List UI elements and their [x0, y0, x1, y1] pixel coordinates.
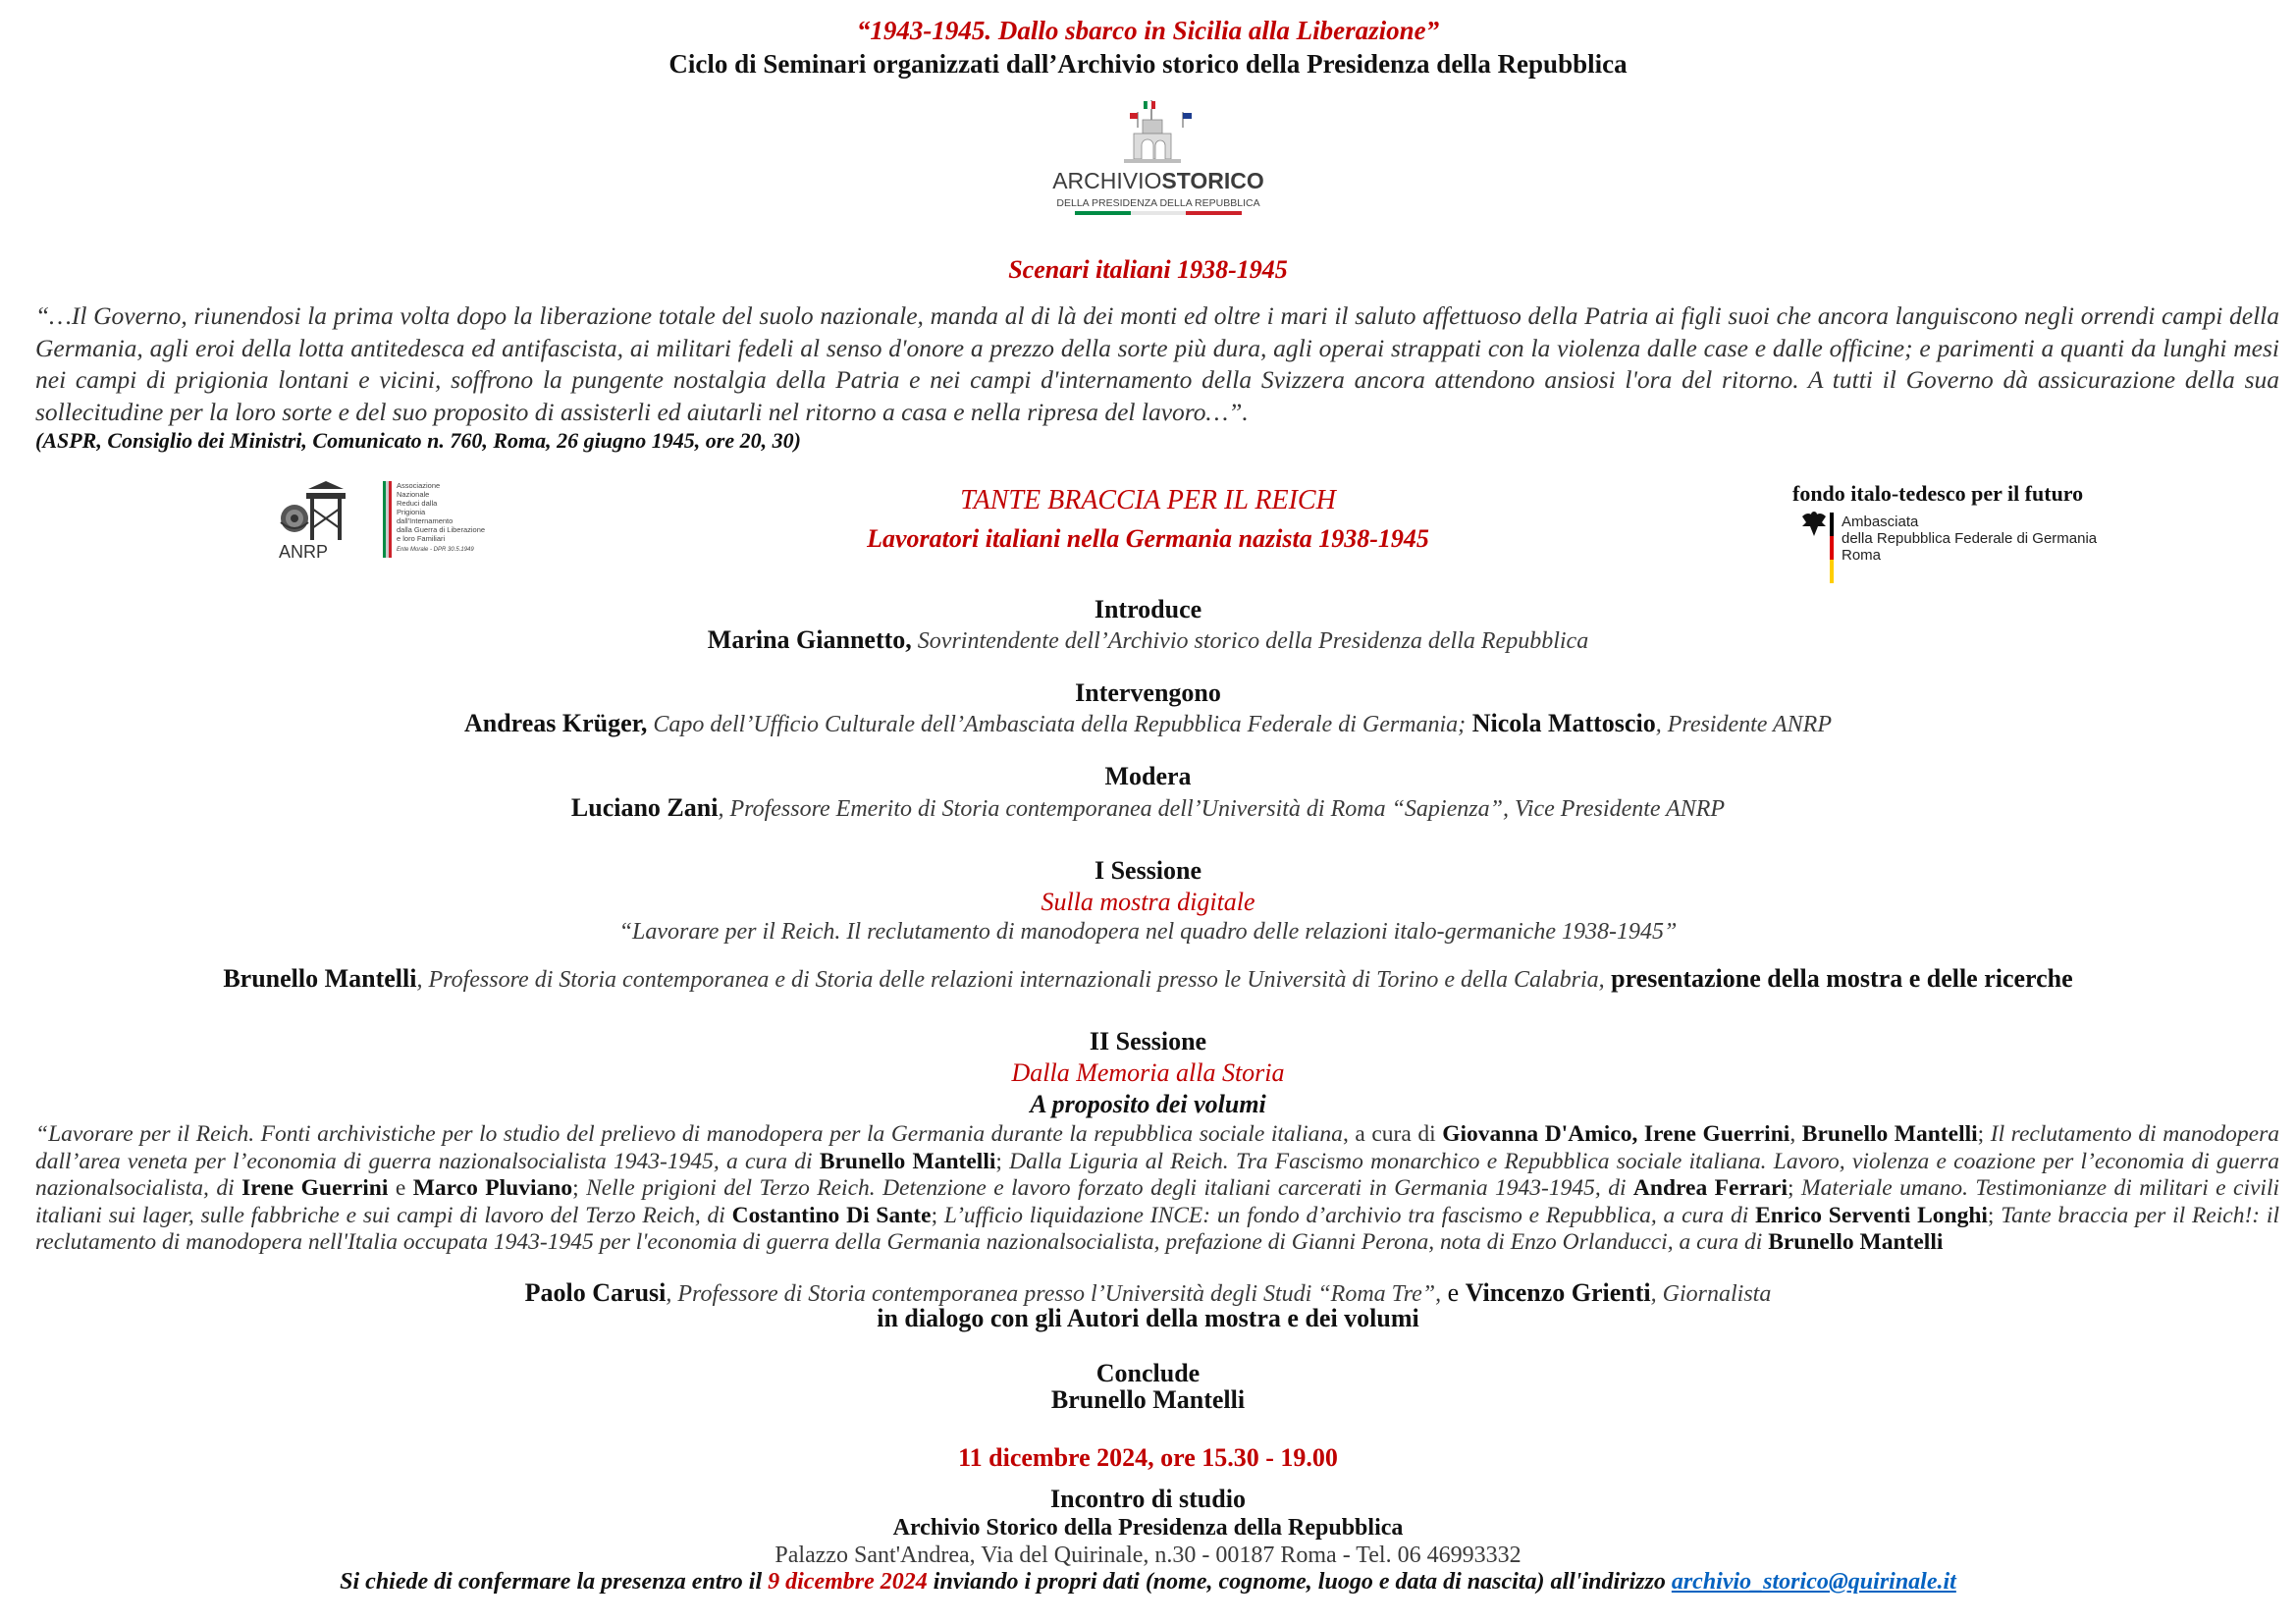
svg-text:fondo italo-tedesco per il fut: fondo italo-tedesco per il futuro: [1792, 481, 2084, 506]
speaker-mattoscio-name: Nicola Mattoscio: [1466, 709, 1656, 737]
volume-connector: ;: [1977, 1121, 1991, 1147]
volume-author: Enrico Serventi Longhi: [1755, 1202, 1988, 1228]
eagle-icon: [1802, 512, 1826, 536]
modera-label: Modera: [1104, 762, 1192, 790]
event-subtitle: Lavoratori italiani nella Germania nazista 1938-1945: [867, 524, 1429, 553]
rsvp-text-b: inviando i propri dati (nome, cognome, luogo e data di nascita) all'indirizzo: [927, 1569, 1672, 1595]
volume-title: “Lavorare per il Reich. Fonti archivistiche per lo studio del prelievo di manodopera per la Germania durante la repubblica sociale italiana: [35, 1121, 1343, 1147]
german-embassy-emblem: [1787, 477, 2140, 595]
carusi-name: Paolo Carusi: [524, 1278, 667, 1307]
svg-text:Ente Morale - DPR 30.5.1949: Ente Morale - DPR 30.5.1949: [397, 547, 474, 553]
quote-source: (ASPR, Consiglio dei Ministri, Comunicato n. 760, Roma, 26 giugno 1945, ore 20, 30): [35, 428, 801, 453]
volume-connector: ;: [1788, 1175, 1802, 1201]
scenari-title: Scenari italiani 1938-1945: [1008, 255, 1288, 284]
footer-venue: Archivio Storico della Presidenza della Repubblica: [892, 1515, 1404, 1541]
grienti-role: , Giornalista: [1650, 1281, 1772, 1307]
session2-subtitle: A proposito dei volumi: [1030, 1090, 1266, 1118]
svg-text:della Repubblica Federale di G: della Repubblica Federale di Germania: [1842, 530, 2098, 547]
volume-author: Irene Guerrini: [241, 1175, 389, 1201]
footer-kind: Incontro di studio: [1050, 1485, 1246, 1513]
volume-title: Dalla Liguria al Reich. Tra Fascismo monarchico e Repubblica sociale italiana. Lavoro, violenza e coazione per l’economia di guerra nazionalsocialista, di: [35, 1148, 2279, 1201]
archivio-storico-logo: [1026, 98, 1291, 226]
moderator-name: Luciano Zani: [570, 793, 719, 822]
svg-text:Roma: Roma: [1842, 547, 1882, 564]
speaker-mattoscio-role: , Presidente ANRP: [1655, 712, 1832, 737]
volume-author: Marco Pluviano: [412, 1175, 573, 1201]
session1-label: I Sessione: [1094, 856, 1202, 885]
footer-address: Palazzo Sant'Andrea, Via del Quirinale, n.30 - 00187 Roma - Tel. 06 46993332: [774, 1543, 1522, 1568]
carusi-role: , Professore di Storia contemporanea presso l’Università degli Studi “Roma Tre”,: [666, 1281, 1442, 1307]
volume-connector: , a cura di: [1342, 1121, 1443, 1147]
svg-text:Reduci dalla: Reduci dalla: [397, 499, 438, 508]
volume-connector: ,: [1789, 1121, 1802, 1147]
modera-line: [0, 793, 2296, 823]
session1-speaker-name: Brunello Mantelli: [223, 964, 417, 993]
svg-text:Prigionia: Prigionia: [397, 508, 426, 516]
session1-title: Sulla mostra digitale: [1041, 888, 1255, 916]
volume-author: Giovanna D'Amico, Irene Guerrini: [1442, 1121, 1790, 1147]
session1-speaker-role: , Professore di Storia contemporanea e di Storia delle relazioni internazionali presso le Università di Torino e della Calabria,: [416, 967, 1605, 993]
volume-author: Brunello Mantelli: [819, 1148, 996, 1174]
cycle-title: “1943-1945. Dallo sbarco in Sicilia alla Liberazione”: [856, 16, 1440, 45]
grienti-name: Vincenzo Grienti: [1465, 1278, 1651, 1307]
svg-text:ANRP: ANRP: [279, 542, 329, 562]
volume-title: L’ufficio liquidazione INCE: un fondo d’archivio tra fascismo e Repubblica, a cura di: [943, 1202, 1756, 1228]
volume-connector: ;: [995, 1148, 1010, 1174]
svg-text:ARCHIVIOSTORICO: ARCHIVIOSTORICO: [1052, 168, 1264, 193]
conclude-label: Conclude: [1095, 1359, 1201, 1387]
svg-text:dall'Internamento: dall'Internamento: [397, 516, 454, 525]
introducer-role: Sovrintendente dell’Archivio storico della Presidenza della Repubblica: [911, 628, 1589, 654]
svg-text:Associazione: Associazione: [397, 481, 441, 490]
volume-connector: ;: [572, 1175, 587, 1201]
volume-title: Nelle prigioni del Terzo Reich. Detenzione e lavoro forzato degli italiani carcerati in Germania 1943-1945, di: [586, 1175, 1633, 1201]
volumes-paragraph: [35, 1121, 2279, 1257]
intervengono-label: Intervengono: [1075, 678, 1221, 707]
cycle-subtitle: Ciclo di Seminari organizzati dall’Archivio storico della Presidenza della Repubblica: [668, 49, 1628, 79]
event-datetime: 11 dicembre 2024, ore 15.30 - 19.00: [958, 1443, 1338, 1472]
rsvp-text-a: Si chiede di confermare la presenza entro il: [340, 1569, 769, 1595]
session2-label: II Sessione: [1089, 1027, 1207, 1056]
volume-author: Andrea Ferrari: [1632, 1175, 1789, 1201]
speaker-kruger-role: Capo dell’Ufficio Culturale dell’Ambasciata della Repubblica Federale di Germania;: [647, 712, 1467, 737]
session2-dialog: in dialogo con gli Autori della mostra e dei volumi: [877, 1304, 1419, 1332]
volume-title: Tante braccia per il Reich!: il reclutamento di manodopera nell'Italia occupata 1943-1945 per l'economia di guerra della Germania nazionalsocialista, prefazione di Gianni Perona, nota di Enzo Orlanducci, a cura di: [35, 1202, 2279, 1255]
session2-title: Dalla Memoria alla Storia: [1011, 1058, 1285, 1087]
session1-subtitle: “Lavorare per il Reich. Il reclutamento di manodopera nel quadro delle relazioni italo-germaniche 1938-1945”: [618, 919, 1678, 945]
conclude-name: Brunello Mantelli: [1050, 1385, 1246, 1414]
fondo-italo-tedesco-logo: [1787, 477, 2140, 595]
session1-speaker-task: presentazione della mostra e delle ricerche: [1604, 964, 2073, 993]
volume-author: Brunello Mantelli: [1801, 1121, 1978, 1147]
moderator-role: , Professore Emerito di Storia contemporanea dell’Università di Roma “Sapienza”, Vice Presidente ANRP: [718, 796, 1726, 822]
speakers-conjunction: e: [1441, 1278, 1466, 1307]
rsvp-email-link[interactable]: archivio_storico@quirinale.it: [1671, 1569, 1956, 1595]
volume-title: Il reclutamento di manodopera dall’area veneta per l’economia di guerra nazionalsocialista 1943-1945, a cura di: [35, 1121, 2279, 1174]
volume-author: Costantino Di Sante: [731, 1202, 932, 1228]
session1-speaker-line: [0, 964, 2296, 994]
introducer-name: Marina Giannetto,: [707, 625, 912, 654]
quirinale-building-icon: [1026, 98, 1291, 226]
rsvp-deadline: 9 dicembre 2024: [768, 1569, 928, 1595]
intervengono-line: [0, 709, 2296, 738]
government-quote: “…Il Governo, riunendosi la prima volta dopo la liberazione totale del suolo nazionale, manda al di là dei monti ed oltre i mari il saluto affettuoso della Patria ai figli suoi che ancora languiscono negli orrendi campi della Germania, agli eroi della lotta antitedesca ed antifascista, ai militari fedeli al senso d'onore a prezzo della sorte più dura, agli operai strappati con la violenza dalle case e dalle officine; e parimenti a quanti da lunghi mesi nei campi di prigionia lontani e vicini, soffrono la pungente nostalgia della Patria e nei campi d'internamento della Svizzera ancora attendono ansiosi l'ora del ritorno. A tutti il Governo dà assicurazione della sua sollecitudine per la loro sorte e del suo proposito di assisterli ed aiutarli nel ritorno a casa e nella ripresa del lavoro…”.: [35, 301, 2279, 426]
volume-author: Brunello Mantelli: [1768, 1229, 1944, 1255]
svg-text:Ambasciata: Ambasciata: [1842, 514, 1919, 530]
rsvp-line: [0, 1569, 2296, 1596]
introduce-label: Introduce: [1094, 595, 1202, 623]
volume-connector: e: [388, 1175, 413, 1201]
volume-connector: ;: [1987, 1202, 2002, 1228]
speaker-kruger-name: Andreas Krüger,: [463, 709, 648, 737]
svg-text:dalla Guerra di Liberazione: dalla Guerra di Liberazione: [397, 525, 486, 534]
introduce-line: [0, 625, 2296, 655]
volume-title: Materiale umano. Testimonianze di militari e civili italiani sui lager, sulle fabbriche e sui campi di lavoro del Terzo Reich, di: [35, 1175, 2280, 1228]
archivio-subtitle: DELLA PRESIDENZA DELLA REPUBBLICA: [1056, 197, 1260, 209]
svg-text:Nazionale: Nazionale: [397, 490, 430, 499]
event-title: TANTE BRACCIA PER IL REICH: [960, 485, 1336, 515]
volume-connector: ;: [931, 1202, 944, 1228]
svg-text:e loro Familiari: e loro Familiari: [397, 534, 446, 543]
